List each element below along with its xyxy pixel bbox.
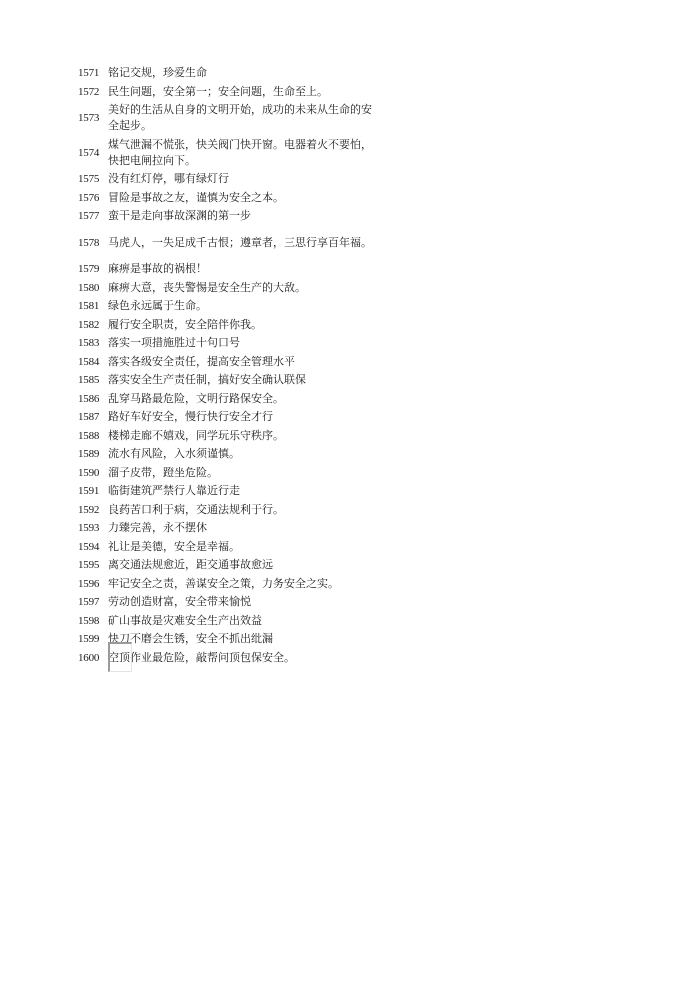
- item-text: 溜子皮带，蹬坐危险。: [108, 465, 218, 479]
- list-item: [78, 501, 378, 519]
- list-item: [78, 353, 378, 371]
- item-number: 1586: [78, 392, 100, 405]
- item-number: 1580: [78, 281, 100, 294]
- item-number: 1576: [78, 191, 100, 204]
- item-number: 1579: [78, 263, 100, 275]
- list-item: [78, 226, 378, 260]
- list-item: [78, 612, 378, 630]
- item-text: 蛮干是走向事故深渊的第一步: [108, 209, 251, 222]
- item-number: 1575: [78, 173, 100, 185]
- item-number: 1584: [78, 355, 100, 368]
- item-number: 1593: [78, 522, 100, 534]
- item-text: 落实安全生产责任制，搞好安全确认联保: [108, 373, 306, 386]
- item-number: 1595: [78, 559, 100, 571]
- item-text: 冒险是事故之友，谨慎为安全之本。: [108, 190, 284, 204]
- list-item: [78, 427, 378, 445]
- list-item: [78, 170, 378, 188]
- item-text: 离交通法规愈近，距交通事故愈远: [108, 558, 273, 571]
- item-number: 1577: [78, 210, 100, 222]
- list-item: [78, 101, 378, 135]
- list-item: [78, 538, 378, 556]
- item-text: 矿山事故是灾难安全生产出效益: [108, 613, 262, 627]
- item-text: 落实各级安全责任，提高安全管理水平: [108, 354, 295, 368]
- list-item: [78, 464, 378, 482]
- item-number: 1585: [78, 374, 100, 386]
- list-item: [78, 334, 378, 352]
- item-text: 没有红灯停，哪有绿灯行: [108, 172, 229, 185]
- item-number: 1588: [78, 429, 100, 442]
- list-item: [78, 83, 378, 101]
- list-item: [78, 297, 378, 315]
- list-item: [78, 593, 378, 611]
- item-text: 马虎人，一失足成千古恨；遵章者，三思行享百年福。: [108, 235, 372, 249]
- list-item: [78, 519, 378, 537]
- list-item: [78, 189, 378, 207]
- list-item: [78, 260, 378, 278]
- item-text: 流水有风险，入水须谨慎。: [108, 447, 240, 460]
- list-item: [78, 482, 378, 500]
- text-cursor-box[interactable]: [108, 642, 132, 672]
- item-number: 1599: [78, 633, 100, 645]
- slogan-list: [78, 64, 378, 667]
- item-number: 1581: [78, 300, 100, 312]
- item-number: 1600: [78, 651, 100, 664]
- item-number: 1594: [78, 540, 100, 553]
- item-text: 乱穿马路最危险，文明行路保安全。: [108, 391, 284, 405]
- list-item: [78, 371, 378, 389]
- item-text: 铭记交规，珍爱生命: [108, 66, 207, 79]
- item-number: 1591: [78, 485, 100, 497]
- item-text: 劳动创造财富，安全带来愉悦: [108, 595, 251, 608]
- item-number: 1582: [78, 318, 100, 331]
- item-text: 礼让是美德，安全是幸福。: [108, 539, 240, 553]
- item-number: 1583: [78, 337, 100, 349]
- item-number: 1598: [78, 614, 100, 627]
- item-number: 1574: [78, 146, 100, 159]
- item-text: 临街建筑严禁行人靠近行走: [108, 484, 240, 497]
- list-item: [78, 279, 378, 297]
- list-item: [78, 575, 378, 593]
- list-item: [78, 136, 378, 170]
- list-item: [78, 556, 378, 574]
- list-item: [78, 408, 378, 426]
- item-number: 1590: [78, 466, 100, 479]
- item-text: 民生问题，安全第一；安全问题，生命至上。: [108, 84, 328, 98]
- item-number: 1596: [78, 577, 100, 590]
- item-text: 麻痹是事故的祸根！: [108, 262, 207, 275]
- item-text: 路好车好安全，慢行快行安全才行: [108, 410, 273, 423]
- item-number: 1587: [78, 411, 100, 423]
- item-text: 美好的生活从自身的文明开始，成功的未来从生命的安全起步。: [108, 103, 372, 132]
- item-text: 煤气泄漏不慌张，快关阀门快开窗。电器着火不要怕，快把电闸拉向下。: [108, 137, 372, 167]
- item-text: 牢记安全之责，善谋安全之策，力务安全之实。: [108, 576, 339, 590]
- item-number: 1597: [78, 596, 100, 608]
- item-text: 快刀不磨会生锈，安全不抓出纰漏: [108, 632, 273, 645]
- item-number: 1573: [78, 112, 100, 124]
- list-item: [78, 207, 378, 225]
- item-number: 1572: [78, 85, 100, 98]
- item-number: 1578: [78, 236, 100, 249]
- item-number: 1589: [78, 448, 100, 460]
- item-text: 良药苦口利于病，交通法规利于行。: [108, 502, 284, 516]
- list-item: [78, 445, 378, 463]
- item-text: 楼梯走廊不嬉戏，同学玩乐守秩序。: [108, 428, 284, 442]
- item-number: 1592: [78, 503, 100, 516]
- item-text: 履行安全职责，安全陪伴你我。: [108, 317, 262, 331]
- list-item: [78, 64, 378, 82]
- item-text: 绿色永远属于生命。: [108, 299, 207, 312]
- item-number: 1571: [78, 67, 100, 79]
- item-text: 力臻完善，永不摆休: [108, 521, 207, 534]
- item-text: 落实一项措施胜过十句口号: [108, 336, 240, 349]
- item-text: 空顶作业最危险，敲帮问顶包保安全。: [108, 650, 295, 664]
- item-text: 麻痹大意，丧失警惕是安全生产的大敌。: [108, 280, 306, 294]
- list-item: [78, 390, 378, 408]
- list-item: [78, 316, 378, 334]
